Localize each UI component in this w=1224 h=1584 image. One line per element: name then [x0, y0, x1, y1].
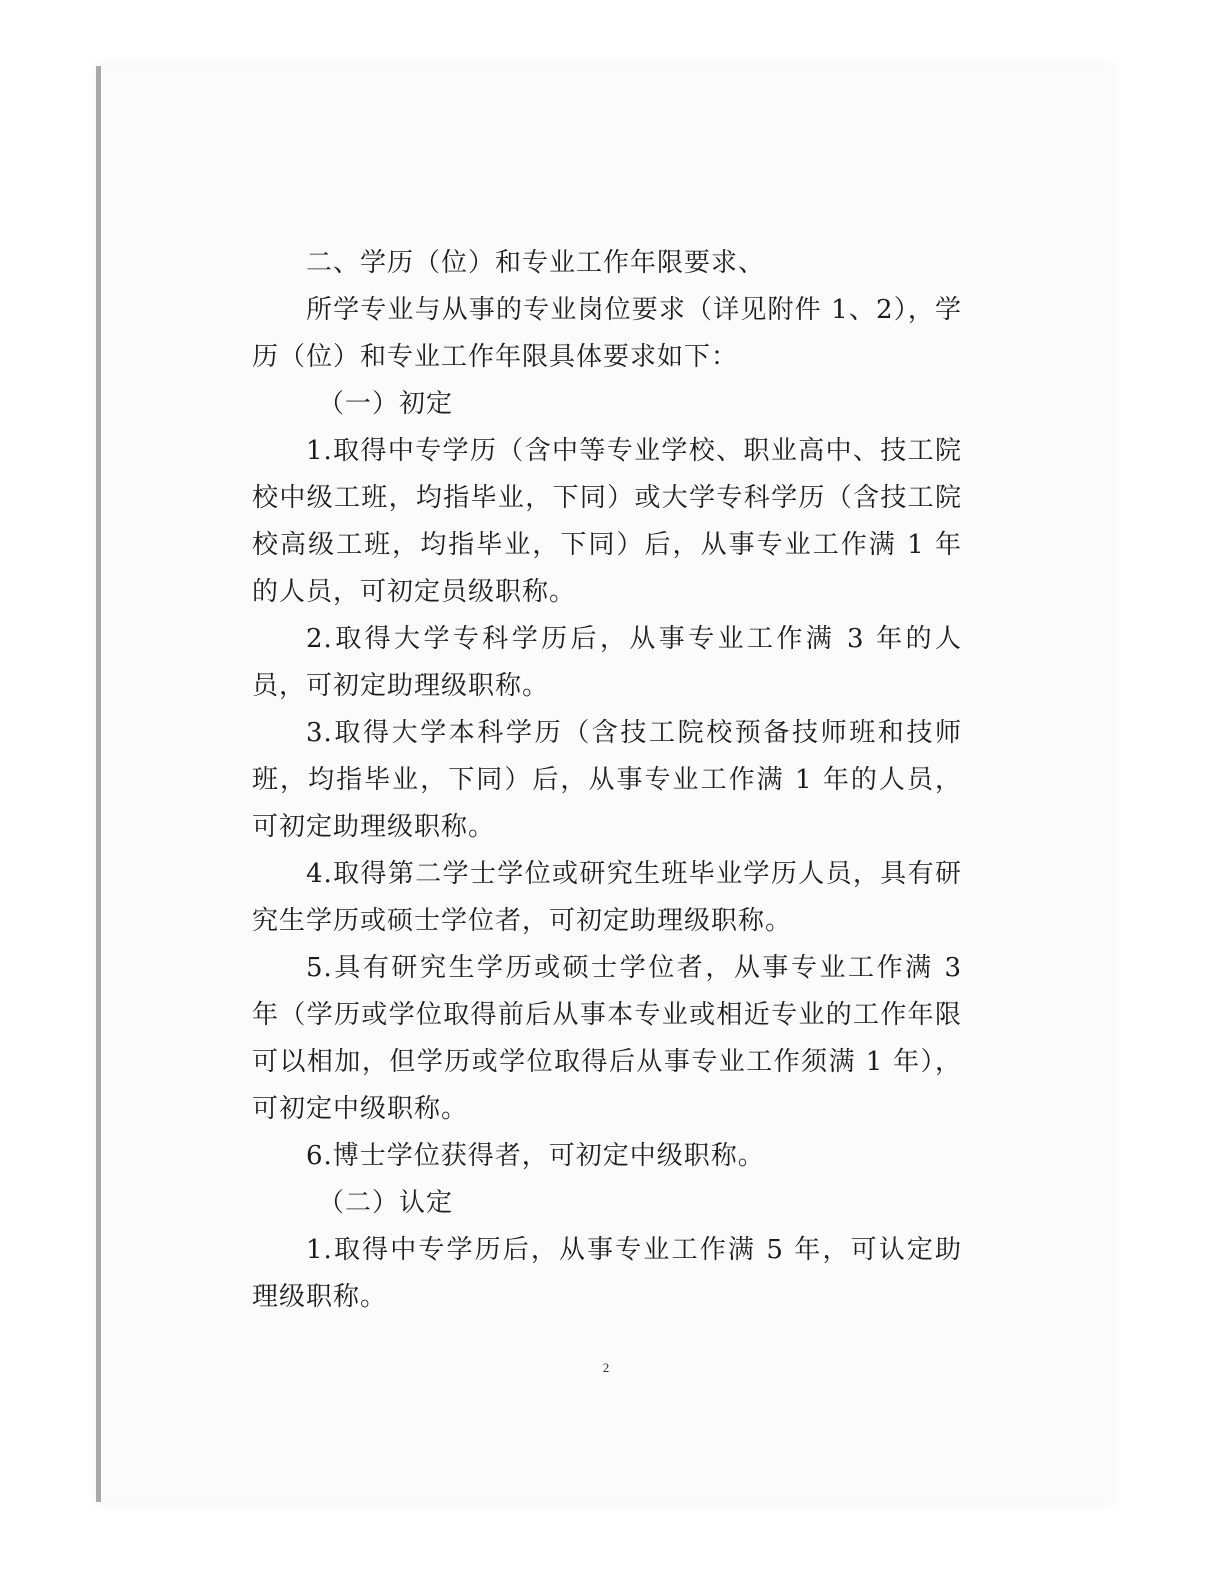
- subsection-heading-recognition: （二）认定: [318, 1188, 454, 1218]
- intro-paragraph: 所学专业与从事的专业岗位要求（详见附件 1、2），学历（位）和专业工作年限具体要求如下：: [252, 295, 962, 372]
- subsection-heading-initial: （一）初定: [318, 389, 454, 419]
- list-item: 5.具有研究生学历或硕士学位者，从事专业工作满 3 年（学历或学位取得前后从事本专业或相近专业的工作年限可以相加，但学历或学位取得后从事专业工作须满 1 年），可初定中级职称。: [252, 953, 962, 1124]
- list-item: 4.取得第二学士学位或研究生班毕业学历人员，具有研究生学历或硕士学位者，可初定助理级职称。: [252, 859, 962, 936]
- document-body: [252, 240, 962, 1321]
- list-item: 3.取得大学本科学历（含技工院校预备技师班和技师班，均指毕业，下同）后，从事专业工作满 1 年的人员，可初定助理级职称。: [252, 718, 962, 842]
- section-heading: 二、学历（位）和专业工作年限要求、: [306, 248, 766, 278]
- list-item: 6.博士学位获得者，可初定中级职称。: [306, 1141, 765, 1171]
- list-item: 2.取得大学专科学历后，从事专业工作满 3 年的人员，可初定助理级职称。: [252, 624, 962, 701]
- list-item: 1.取得中专学历后，从事专业工作满 5 年，可认定助理级职称。: [252, 1235, 962, 1312]
- list-item: 1.取得中专学历（含中等专业学校、职业高中、技工院校中级工班，均指毕业，下同）或大学专科学历（含技工院校高级工班，均指毕业，下同）后，从事专业工作满 1 年的人员，可初定员级职称。: [252, 436, 962, 607]
- page-number: 2: [602, 1360, 610, 1375]
